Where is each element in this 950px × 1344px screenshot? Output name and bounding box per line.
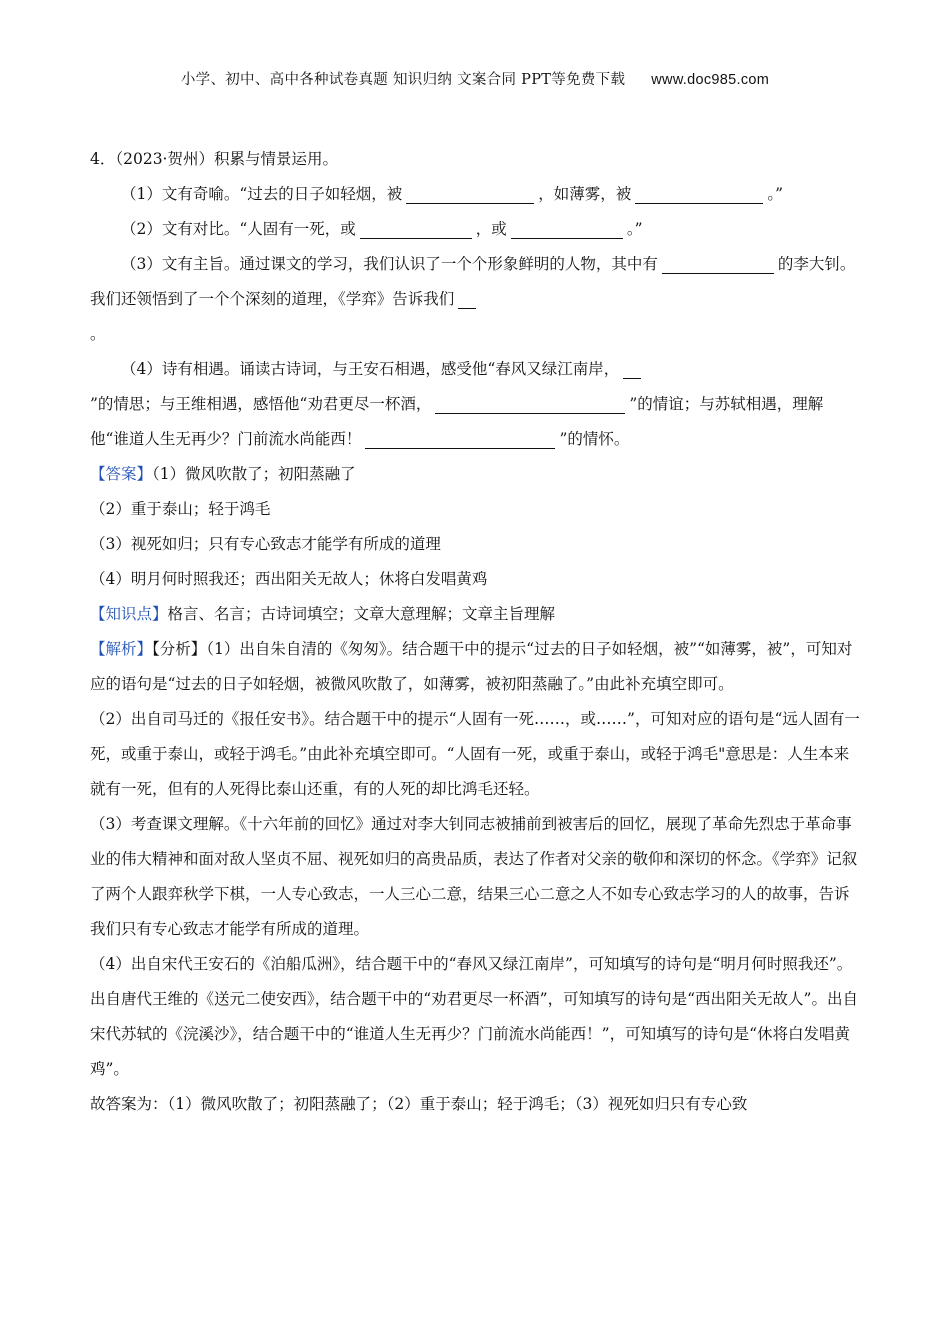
- final-answer-summary: 故答案为：（1）微风吹散了；初阳蒸融了；（2）重于泰山；轻于鸿毛；（3）视死如归只有专心致: [90, 1095, 748, 1113]
- question-part-4: （4）诗有相遇。诵读古诗词，与王安石相遇，感受他“春风又绿江南岸， ”的情思；与王维相遇，感悟他“劝君更尽一杯酒， ”的情谊；与苏轼相遇，理解他“谁道人生无再少？门前流水尚能西！ ”的情怀。: [90, 360, 824, 448]
- answer-line-2: （2）重于泰山；轻于鸿毛: [90, 500, 271, 518]
- answer-line-4: （4）明月何时照我还；西出阳关无故人；休将白发唱黄鸡: [90, 570, 488, 588]
- fill-blank-3-2: [458, 288, 476, 309]
- knowledge-points: 【知识点】格言、名言；古诗词填空；文章大意理解；文章主旨理解: [90, 605, 556, 623]
- question-part-1: （1）文有奇喻。“过去的日子如轻烟，被 ，如薄雾，被 。”: [121, 185, 783, 203]
- analysis-paragraph-4: （4）出自宋代王安石的《泊船瓜洲》，结合题干中的“春风又绿江南岸”，可知填写的诗句是“明月何时照我还”。出自唐代王维的《送元二使安西》，结合题干中的“劝君更尽一杯酒”，可知填写的诗句是“西出阳关无故人”。出自宋代苏轼的《浣溪沙》，结合题干中的“谁道人生无再少？门前流水尚能西！”，可知填写的诗句是“休将白发唱黄鸡”。: [90, 955, 858, 1078]
- analysis-subtag: 【分析】: [152, 640, 207, 658]
- answer-line-1: 【答案】（1）微风吹散了；初阳蒸融了: [90, 465, 356, 483]
- fill-blank-4-3: [365, 428, 555, 449]
- analysis-paragraph-1: 【解析】【分析】（1）出自朱自清的《匆匆》。结合题干中的提示“过去的日子如轻烟，被”“如薄雾，被”，可知对应的语句是“过去的日子如轻烟，被微风吹散了，如薄雾，被初阳蒸融了。”由此补充填空即可。: [90, 640, 853, 693]
- question-part-2: （2）文有对比。“人固有一死，或 ，或 。”: [121, 220, 643, 238]
- question-stem: 4．（2023·贺州）积累与情景运用。: [90, 150, 338, 168]
- knowledge-tag: 【知识点】: [90, 605, 168, 623]
- fill-blank-1-1: [406, 183, 534, 204]
- analysis-paragraph-3: （3）考查课文理解。《十六年前的回忆》通过对李大钊同志被捕前到被害后的回忆，展现了革命先烈忠于革命事业的伟大精神和面对敌人坚贞不屈、视死如归的高贵品质，表达了作者对父亲的敬仰和深切的怀念。《学弈》记叙了两个人跟弈秋学下棋，一人专心致志，一人三心二意，结果三心二意之人不如专心致志学习的人的故事，告诉我们只有专心致志才能学有所成的道理。: [90, 815, 858, 938]
- header-site-link[interactable]: www.doc985.com: [651, 72, 770, 88]
- document-body: [90, 142, 860, 1122]
- fill-blank-3-1: [662, 253, 774, 274]
- fill-blank-4-1: [623, 358, 641, 379]
- answer-tag: 【答案】: [90, 465, 153, 483]
- fill-blank-2-1: [360, 218, 472, 239]
- fill-blank-1-2: [635, 183, 763, 204]
- question-part-3: （3）文有主旨。通过课文的学习，我们认识了一个个形象鲜明的人物，其中有 的李大钊。我们还领悟到了一个个深刻的道理，《学弈》告诉我们 。: [90, 255, 856, 343]
- answer-line-3: （3）视死如归；只有专心致志才能学有所成的道理: [90, 535, 441, 553]
- analysis-tag: 【解析】: [90, 640, 153, 658]
- analysis-paragraph-2: （2）出自司马迁的《报任安书》。结合题干中的提示“人固有一死……，或……”，可知对应的语句是“远人固有一死，或重于泰山，或轻于鸿毛。”由此补充填空即可。“人固有一死，或重于泰山，或轻于鸿毛"意思是：人生本来就有一死，但有的人死得比泰山还重，有的人死的却比鸿毛还轻。: [90, 710, 860, 798]
- fill-blank-4-2: [435, 393, 625, 414]
- header-title: 小学、初中、高中各种试卷真题 知识归纳 文案合同 PPT等免费下载: [180, 72, 626, 88]
- page-header: [0, 68, 950, 89]
- fill-blank-2-2: [511, 218, 623, 239]
